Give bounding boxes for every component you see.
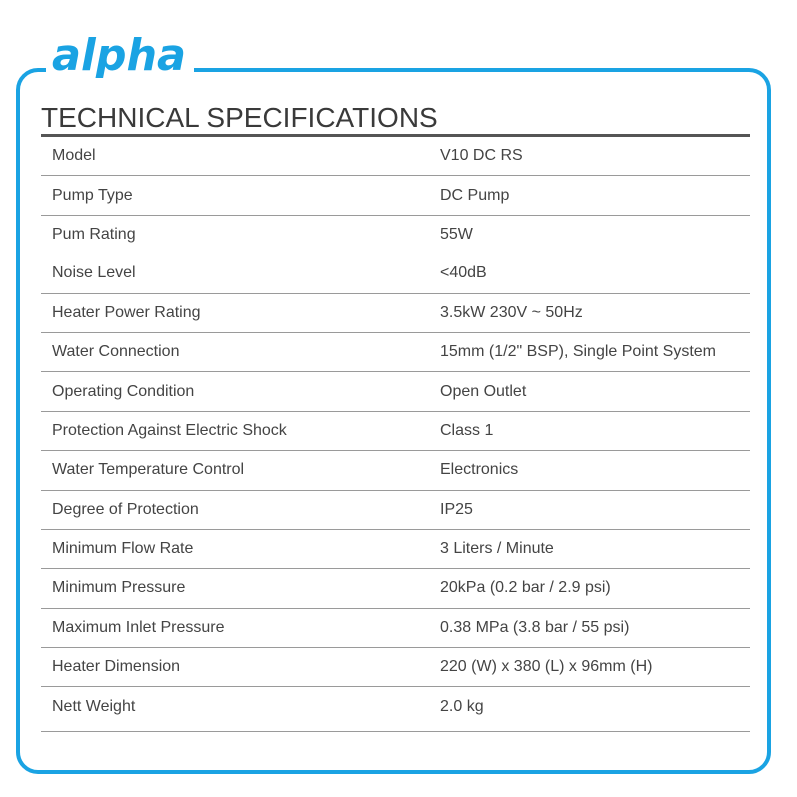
spec-label: Pump Type <box>41 176 440 215</box>
spec-value: DC Pump <box>440 176 750 215</box>
spec-value: 20kPa (0.2 bar / 2.9 psi) <box>440 569 750 608</box>
spec-row <box>41 608 750 647</box>
table-bottom-rule <box>41 731 750 732</box>
spec-row <box>41 648 750 687</box>
spec-label: Water Connection <box>41 332 440 371</box>
spec-label: Noise Level <box>41 254 440 293</box>
spec-value: <40dB <box>440 254 750 293</box>
spec-value: Class 1 <box>440 411 750 450</box>
spec-row <box>41 490 750 529</box>
spec-row <box>41 293 750 332</box>
spec-value: 15mm (1/2" BSP), Single Point System <box>440 332 750 371</box>
spec-label: Minimum Pressure <box>41 569 440 608</box>
spec-label: Protection Against Electric Shock <box>41 411 440 450</box>
spec-row <box>41 215 750 254</box>
spec-row <box>41 529 750 568</box>
spec-row <box>41 451 750 490</box>
spec-value: Electronics <box>440 451 750 490</box>
spec-row <box>41 176 750 215</box>
spec-label: Model <box>41 137 440 176</box>
spec-row <box>41 687 750 726</box>
spec-value: 55W <box>440 225 473 243</box>
spec-row <box>41 372 750 411</box>
spec-label: Nett Weight <box>52 697 136 715</box>
spec-table <box>41 137 750 726</box>
spec-label: Minimum Flow Rate <box>41 529 440 568</box>
spec-value: Open Outlet <box>440 372 750 411</box>
spec-row <box>41 254 750 293</box>
spec-value: 220 (W) x 380 (L) x 96mm (H) <box>440 648 750 687</box>
spec-row <box>41 569 750 608</box>
page-title: TECHNICAL SPECIFICATIONS <box>41 102 438 133</box>
logo-text: alpha <box>52 30 186 78</box>
spec-value: 0.38 MPa (3.8 bar / 55 psi) <box>440 608 750 647</box>
spec-value: 3.5kW 230V ~ 50Hz <box>440 293 750 332</box>
spec-row <box>41 411 750 450</box>
spec-label: Heater Dimension <box>41 648 440 687</box>
spec-value: 2.0 kg <box>440 697 484 715</box>
spec-label: Degree of Protection <box>41 490 440 529</box>
spec-label: Operating Condition <box>41 372 440 411</box>
spec-label: Water Temperature Control <box>41 451 440 490</box>
alpha-logo <box>50 30 190 78</box>
spec-value: IP25 <box>440 490 750 529</box>
spec-value: V10 DC RS <box>440 137 750 176</box>
spec-value: 3 Liters / Minute <box>440 529 750 568</box>
spec-label: Pum Rating <box>52 225 136 243</box>
spec-label: Heater Power Rating <box>41 293 440 332</box>
spec-label: Maximum Inlet Pressure <box>41 608 440 647</box>
spec-row <box>41 137 750 176</box>
spec-row <box>41 332 750 371</box>
